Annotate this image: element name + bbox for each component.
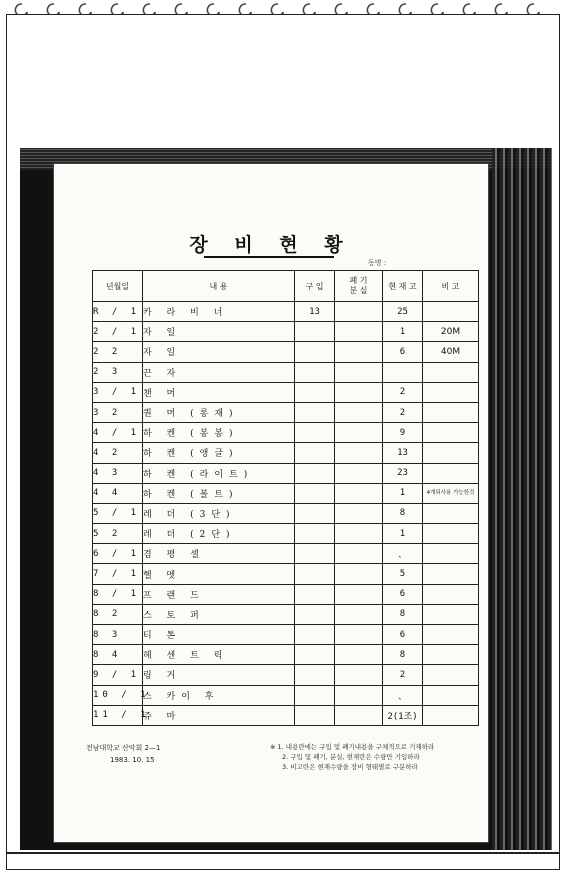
- row-item: 하 켄 (봉봉): [143, 423, 295, 443]
- table-header-row: [93, 271, 479, 302]
- table-row: [93, 685, 479, 705]
- table-row: [93, 604, 479, 624]
- table-row: [93, 382, 479, 402]
- row-disposal: [335, 362, 383, 382]
- row-stock: 23: [383, 463, 423, 483]
- row-purchase: [295, 705, 335, 725]
- ledger-page: [54, 164, 488, 842]
- table-row: [93, 625, 479, 645]
- footer-notes: [270, 742, 470, 772]
- row-item: 하 켄 (라이트): [143, 463, 295, 483]
- org-label: 동명 :: [368, 259, 387, 267]
- row-disposal: [335, 302, 383, 322]
- row-note: 4개되사용 가능한것: [423, 483, 479, 503]
- row-item: 하 켄 (볼트): [143, 483, 295, 503]
- row-stock: 6: [383, 584, 423, 604]
- row-item: 챈 머: [143, 382, 295, 402]
- row-purchase: [295, 322, 335, 342]
- row-item: 카 라 비 너: [143, 302, 295, 322]
- table-row: [93, 463, 479, 483]
- row-stock: 8: [383, 645, 423, 665]
- row-purchase: [295, 685, 335, 705]
- row-disposal: [335, 503, 383, 523]
- row-note: [423, 544, 479, 564]
- footer-org-name: 전남대학교 산악회 2—1: [86, 744, 161, 752]
- row-stock: 25: [383, 302, 423, 322]
- row-item: 끈 자: [143, 362, 295, 382]
- row-disposal: [335, 382, 383, 402]
- row-item: 프 랜 드: [143, 584, 295, 604]
- row-item: 겸 평 셀: [143, 544, 295, 564]
- header-item: 내 용: [143, 271, 295, 302]
- row-item: 레 더 (2단): [143, 524, 295, 544]
- row-purchase: [295, 584, 335, 604]
- title-underline: [204, 256, 334, 258]
- row-disposal: [335, 645, 383, 665]
- row-item: 헤 센 트 릭: [143, 645, 295, 665]
- table-row: [93, 362, 479, 382]
- row-note: [423, 604, 479, 624]
- row-date: 10 / 1: [93, 685, 143, 705]
- row-purchase: [295, 665, 335, 685]
- table-row: [93, 503, 479, 523]
- row-disposal: [335, 322, 383, 342]
- row-stock: 9: [383, 423, 423, 443]
- table-row: [93, 322, 479, 342]
- row-disposal: [335, 584, 383, 604]
- row-purchase: [295, 483, 335, 503]
- table-row: [93, 483, 479, 503]
- row-date: 4 3: [93, 463, 143, 483]
- row-disposal: [335, 342, 383, 362]
- row-disposal: [335, 604, 383, 624]
- row-purchase: [295, 463, 335, 483]
- row-disposal: [335, 402, 383, 422]
- row-purchase: [295, 564, 335, 584]
- row-item: 쥬 마: [143, 705, 295, 725]
- table-row: [93, 302, 479, 322]
- row-item: 레 더 (3단): [143, 503, 295, 523]
- row-item: 자 일: [143, 322, 295, 342]
- row-purchase: [295, 362, 335, 382]
- row-date: 4 4: [93, 483, 143, 503]
- frame-divider: [6, 852, 560, 854]
- row-item: 퀀 머 (롱재): [143, 402, 295, 422]
- row-disposal: [335, 625, 383, 645]
- row-stock: 、: [383, 544, 423, 564]
- row-note: [423, 665, 479, 685]
- row-note: [423, 382, 479, 402]
- header-purchase: 구 입: [295, 271, 335, 302]
- row-stock: [383, 362, 423, 382]
- row-disposal: [335, 423, 383, 443]
- row-purchase: 13: [295, 302, 335, 322]
- row-note: [423, 645, 479, 665]
- row-purchase: [295, 645, 335, 665]
- row-purchase: [295, 342, 335, 362]
- row-note: [423, 402, 479, 422]
- footer-date: 1983. 10. 15: [110, 756, 155, 764]
- table-row: [93, 402, 479, 422]
- row-disposal: [335, 483, 383, 503]
- row-note: [423, 463, 479, 483]
- row-date: 3 / 1: [93, 382, 143, 402]
- header-disposal: 폐 기 분 실: [335, 271, 383, 302]
- row-disposal: [335, 443, 383, 463]
- row-stock: 2: [383, 382, 423, 402]
- row-item: 스 카이 후: [143, 685, 295, 705]
- row-note: 40M: [423, 342, 479, 362]
- row-stock: 1: [383, 524, 423, 544]
- row-purchase: [295, 544, 335, 564]
- row-note: [423, 705, 479, 725]
- row-date: 2 / 1: [93, 322, 143, 342]
- row-date: 2 3: [93, 362, 143, 382]
- row-stock: 、: [383, 685, 423, 705]
- header-note: 비 고: [423, 271, 479, 302]
- row-purchase: [295, 503, 335, 523]
- table-row: [93, 544, 479, 564]
- row-note: [423, 524, 479, 544]
- row-date: 3 2: [93, 402, 143, 422]
- row-stock: 6: [383, 342, 423, 362]
- row-stock: 2: [383, 665, 423, 685]
- row-note: [423, 564, 479, 584]
- row-note: [423, 423, 479, 443]
- scanned-document: [20, 148, 552, 850]
- row-disposal: [335, 685, 383, 705]
- row-disposal: [335, 463, 383, 483]
- row-purchase: [295, 524, 335, 544]
- row-stock: 1: [383, 322, 423, 342]
- header-stock: 현 재 고: [383, 271, 423, 302]
- footer-org-info: [86, 742, 160, 766]
- row-stock: 2(1조): [383, 705, 423, 725]
- row-purchase: [295, 604, 335, 624]
- row-note: [423, 584, 479, 604]
- table-row: [93, 645, 479, 665]
- row-stock: 2: [383, 402, 423, 422]
- row-note: [423, 443, 479, 463]
- row-disposal: [335, 564, 383, 584]
- row-date: 4 2: [93, 443, 143, 463]
- row-item: 스 토 퍼: [143, 604, 295, 624]
- footer-note-item: ※ 1. 내용란에는 구입 및 폐기내용을 구체적으로 기재하라: [270, 743, 435, 751]
- row-date: 2 2: [93, 342, 143, 362]
- row-item: 자 일: [143, 342, 295, 362]
- row-date: 7 / 1: [93, 564, 143, 584]
- row-date: 4 / 1: [93, 423, 143, 443]
- page-title: 장 비 현 황: [189, 234, 353, 256]
- row-note: [423, 362, 479, 382]
- row-date: 5 2: [93, 524, 143, 544]
- row-item: 티 톤: [143, 625, 295, 645]
- row-stock: 5: [383, 564, 423, 584]
- row-date: 8 / 1: [93, 584, 143, 604]
- scan-edge-right: [492, 148, 552, 850]
- table-row: [93, 665, 479, 685]
- row-date: 8 3: [93, 625, 143, 645]
- row-note: [423, 625, 479, 645]
- row-note: [423, 503, 479, 523]
- row-stock: 1: [383, 483, 423, 503]
- header-date: 년월일: [93, 271, 143, 302]
- row-stock: 8: [383, 503, 423, 523]
- footer-note-item: 2. 구입 및 폐기, 분실, 현재란은 수량만 기입하라: [282, 753, 420, 761]
- footer-note-item: 3. 비고란은 현재수량을 장비 형태별로 구분하라: [282, 763, 418, 771]
- row-date: 11 / 1: [93, 705, 143, 725]
- row-disposal: [335, 544, 383, 564]
- row-note: [423, 685, 479, 705]
- table-row: [93, 564, 479, 584]
- row-disposal: [335, 524, 383, 544]
- row-item: 헬 멧: [143, 564, 295, 584]
- row-date: 6 / 1: [93, 544, 143, 564]
- table-row: [93, 584, 479, 604]
- row-date: 8 2: [93, 604, 143, 624]
- table-row: [93, 524, 479, 544]
- row-note: [423, 302, 479, 322]
- table-row: [93, 423, 479, 443]
- equipment-table: [92, 270, 479, 726]
- row-purchase: [295, 382, 335, 402]
- row-purchase: [295, 423, 335, 443]
- table-row: [93, 443, 479, 463]
- row-stock: 8: [383, 604, 423, 624]
- row-purchase: [295, 443, 335, 463]
- row-note: 20M: [423, 322, 479, 342]
- table-row: [93, 705, 479, 725]
- table-row: [93, 342, 479, 362]
- row-date: 9 / 1: [93, 665, 143, 685]
- row-stock: 6: [383, 625, 423, 645]
- row-disposal: [335, 665, 383, 685]
- row-disposal: [335, 705, 383, 725]
- row-date: 8 4: [93, 645, 143, 665]
- row-date: R / 1: [93, 302, 143, 322]
- row-purchase: [295, 402, 335, 422]
- row-item: 하 켄 (앵글): [143, 443, 295, 463]
- row-item: 링 거: [143, 665, 295, 685]
- row-purchase: [295, 625, 335, 645]
- row-date: 5 / 1: [93, 503, 143, 523]
- row-stock: 13: [383, 443, 423, 463]
